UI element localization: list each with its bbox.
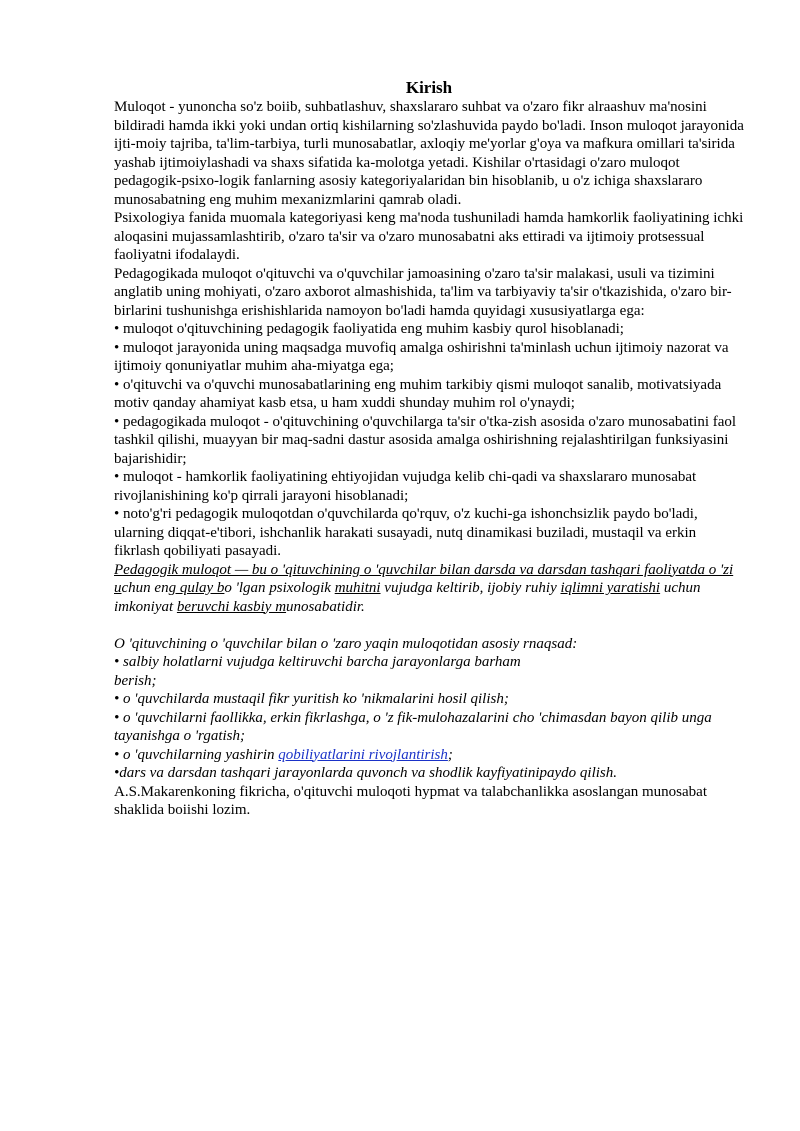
definition-segment: muhitni — [334, 580, 381, 596]
goal-item — [114, 746, 744, 765]
goal-item: • o 'quvchilarni faollikka, erkin fikrlashga, o 'z fik-mulohazalarini cho 'chimasdan bayon qilib unga tayanishga o 'rgatish; — [114, 709, 712, 744]
goal-item: • o 'quvchilarda mustaqil fikr yuritish ko 'nikmalarini hosil qilish; — [114, 691, 509, 707]
closing-paragraph: A.S.Makarenkoning fikricha, o'qituvchi muloqoti hypmat va talabchanlikka asoslangan munosabat shaklida boiishi lozim. — [114, 783, 707, 818]
pedagogy-paragraph: Pedagogikada muloqot o'qituvchi va o'quvchilar jamoasining o'zaro ta'sir malakasi, usuli va tizimini anglatib uning mohiyati, o'zaro axborot almashishida, ta'lim va tarbiyaviy ta'sir o'tkazishida, o'zaro bir-birlarini tushunishga erishishlarida namoyon bo'ladi hamda quyidagi xususiyatlarga ega: — [114, 265, 732, 319]
goal-suffix: ; — [447, 746, 453, 763]
psychology-paragraph: Psixologiya fanida muomala kategoriyasi keng ma'noda tushuniladi hamda hamkorlik faoliyatining ichki aloqasini mujassamlashtirib, o'zaro ta'sir va o'zaro munosabatni aks ettiradi va ijtimoiy protsessual faoliyatni ifodalaydi. — [114, 210, 744, 263]
goal-item: berish; — [114, 672, 157, 689]
list-item: • muloqot jarayonida uning maqsadga muvofiq amalga oshirishni ta'minlash uchun ijtimoiy nazorat va ijtimoiy qonuniyatlar muhim aha-miyatga ega; — [114, 339, 729, 374]
definition-segment: beruvchi kasbiy m — [176, 598, 287, 615]
definition-segment: o 'lgan psixologik — [224, 580, 335, 596]
definition-segment: uchun imkoniyat — [114, 580, 701, 615]
abilities-link[interactable]: qobiliyatlarini rivojlantirish — [278, 746, 448, 763]
definition-paragraph — [114, 561, 744, 617]
goal-item: •dars va darsdan tashqari jarayonlarda quvonch va shodlik kayfiyatinipaydo qilish. — [114, 765, 617, 781]
intro-paragraph: Muloqot - yunoncha so'z boiib, suhbatlashuv, shaxslararo suhbat va o'zaro fikr alraashuv ma'nosini bildiradi hamda ikki yoki undan ortiq kishilarning so'zlashuvida paydo bo'ladi. Inson muloqot jarayonida ijti-moiy tajriba, ta'lim-tarbiya, turli munosabatlar, axloqiy me'yorlar g'oya va mafkura omillari ta'sirida yashab ijtimoiylashadi va shaxs sifatida ka-molotga yetadi. Kishilar o'rtasidagi o'zaro muloqot pedagogik-psixo-logik fanlarning asosiy kategoriyalaridan bin hisoblanib, u o'z ichiga shaxslararo munosabatning eng muhim mexanizmlarini qamrab oladi. — [114, 99, 744, 208]
page-title: Kirish — [405, 78, 453, 97]
definition-segment: Pedagogik muloqot — bu o 'qituvchining o 'quvchilar bilan darsda va darsdan tashqari faoliyatda o 'zi u — [114, 561, 734, 596]
list-item: • muloqot - hamkorlik faoliyatining ehtiyojidan vujudga kelib chi-qadi va shaxslararo munosabat rivojlanishining ko'p qirrali jarayoni hisoblanadi; — [114, 469, 697, 504]
list-item: • muloqot o'qituvchining pedagogik faoliyatida eng muhim kasbiy qurol hisoblanadi; — [114, 321, 624, 337]
list-item: • o'qituvchi va o'quvchi munosabatlarining eng muhim tarkibiy qismi muloqot sanalib, motivatsiyada motiv qanday ahamiyat kasb etsa, u ham xuddi shunday muhim rol o'ynaydi; — [114, 376, 722, 411]
definition-segment: vujudga keltirib, ijobiy ruhiy — [380, 580, 561, 596]
definition-segment: iqlimni yaratishi — [560, 580, 661, 596]
goal-item: • salbiy holatlarni vujudga keltiruvchi barcha jarayonlarga barham — [114, 654, 521, 670]
document-page — [114, 78, 744, 820]
definition-segment: chun en — [121, 580, 169, 596]
definition-segment: g qulay b — [168, 580, 225, 596]
definition-segment: unosabatidir. — [286, 598, 365, 615]
goal-prefix: • o 'quvchilarning yashirin — [114, 746, 279, 763]
goals-heading: O 'qituvchining o 'quvchilar bilan o 'zaro yaqin muloqotidan asosiy rnaqsad: — [114, 635, 578, 652]
blank-line — [114, 616, 744, 635]
list-item: • noto'g'ri pedagogik muloqotdan o'quvchilarda qo'rquv, o'z kuchi-ga ishonchsizlik paydo bo'ladi, ularning diqqat-e'tibori, ishchanlik harakati susayadi, nutq dinamikasi buziladi, mustaqil va erkin fikrlash qobiliyati pasayadi. — [114, 506, 698, 559]
list-item: • pedagogikada muloqot - o'qituvchining o'quvchilarga ta'sir o'tka-zish asosida o'zaro munosabatini faol tashkil qilishi, muayyan bir maq-sadni dastur asosida amalga oshirishning rejalashtirilgan funksiyasini bajarishidir; — [114, 413, 737, 467]
